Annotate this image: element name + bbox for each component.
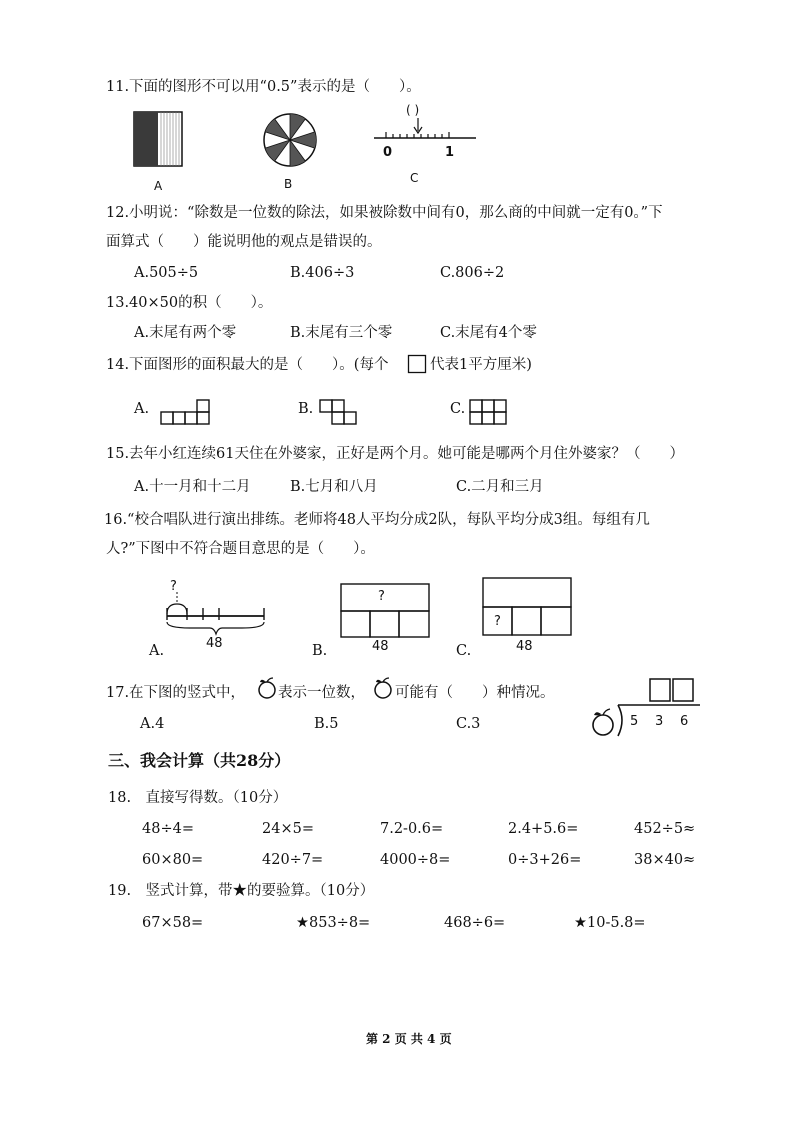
q16-option-b: B. xyxy=(312,643,328,659)
q18-r2-c1: 60×80= xyxy=(142,852,204,868)
q17-stem-b: 表示一位数， xyxy=(278,685,365,701)
q16-a-question-mark: ? xyxy=(170,579,177,594)
q14-stem-b: 代表1平方厘米) xyxy=(430,357,532,373)
q12-option-a: A.505÷5 xyxy=(134,265,199,281)
q11-label-a: A xyxy=(154,179,163,193)
q18-r2-c2: 420÷7= xyxy=(262,852,324,868)
q13-option-a: A.末尾有两个零 xyxy=(134,325,237,341)
q14-option-c: C. xyxy=(450,401,466,417)
q14-figure-b xyxy=(318,398,364,428)
apple-icon xyxy=(256,676,278,700)
q19-item-1: 67×58= xyxy=(142,915,204,931)
q16-b-total: 48 xyxy=(372,639,389,654)
q18-r2-c5: 38×40≈ xyxy=(634,852,696,868)
q14-figure-c xyxy=(468,398,512,428)
q14-option-a: A. xyxy=(134,401,150,417)
q12-option-c: C.806÷2 xyxy=(440,265,505,281)
q17-long-division xyxy=(590,678,702,740)
q12-line1: 12.小明说：“除数是一位数的除法，如果被除数中间有0，那么商的中间就一定有0。”下 xyxy=(106,205,663,221)
q14-stem-a: 14.下面图形的面积最大的是（ ）。(每个 xyxy=(106,357,389,373)
q16-c-question-mark: ? xyxy=(494,614,501,629)
q15-option-c: C.二月和三月 xyxy=(456,479,544,495)
q16-option-c: C. xyxy=(456,643,472,659)
q11-figure-a xyxy=(134,112,184,168)
q11-numberline-zero: 0 xyxy=(383,145,393,160)
q16-figure-a xyxy=(160,592,270,636)
q18-stem: 18. 直接写得数。（10分） xyxy=(108,790,288,806)
q17-option-a: A.4 xyxy=(140,716,165,732)
q19-item-2: ★853÷8= xyxy=(296,915,371,931)
q18-r2-c4: 0÷3+26= xyxy=(508,852,582,868)
q16-line2: 人?”下图中不符合题目意思的是（ ）。 xyxy=(106,541,375,557)
q13-option-b: B.末尾有三个零 xyxy=(290,325,393,341)
q18-r1-c5: 452÷5≈ xyxy=(634,821,696,837)
q12-line2: 面算式（ ）能说明他的观点是错误的。 xyxy=(106,234,382,250)
q17-dividend-digit-2: 3 xyxy=(655,714,664,729)
q11-numberline xyxy=(372,118,482,148)
q11-numberline-paren: ( ) xyxy=(406,103,420,117)
q16-option-a: A. xyxy=(149,643,165,659)
q18-r1-c3: 7.2-0.6= xyxy=(380,821,444,837)
q19-item-4: ★10-5.8= xyxy=(574,915,646,931)
q16-line1: 16.“校合唱队进行演出排练。老师将48人平均分成2队，每队平均分成3组。每组有几 xyxy=(104,512,650,528)
q15-option-a: A.十一月和十二月 xyxy=(134,479,251,495)
q18-r1-c2: 24×5= xyxy=(262,821,314,837)
q18-r1-c4: 2.4+5.6= xyxy=(508,821,579,837)
q16-figure-b xyxy=(340,583,432,639)
page-footer: 第 2 页 共 4 页 xyxy=(366,1032,452,1046)
q16-b-question-mark: ? xyxy=(378,589,385,604)
unit-square-icon xyxy=(408,355,428,375)
q13-stem: 13.40×50的积（ ）。 xyxy=(106,295,273,311)
section-3-heading: 三、我会计算（共28分） xyxy=(108,751,291,770)
q12-option-b: B.406÷3 xyxy=(290,265,355,281)
q16-a-total: 48 xyxy=(206,636,223,651)
q11-figure-b xyxy=(262,112,318,168)
q16-c-total: 48 xyxy=(516,639,533,654)
q11-label-b: B xyxy=(284,177,293,191)
q18-r1-c1: 48÷4= xyxy=(142,821,194,837)
q17-dividend-digit-1: 5 xyxy=(630,714,639,729)
q17-dividend-digit-3: 6 xyxy=(680,714,689,729)
q17-option-c: C.3 xyxy=(456,716,481,732)
q17-stem-c: 可能有（ ）种情况。 xyxy=(395,685,555,701)
apple-icon xyxy=(372,676,394,700)
q15-stem: 15.去年小红连续61天住在外婆家，正好是两个月。她可能是哪两个月住外婆家？（ ） xyxy=(106,446,685,462)
q19-item-3: 468÷6= xyxy=(444,915,506,931)
q14-figure-a xyxy=(160,398,212,428)
q11-label-c: C xyxy=(410,171,419,185)
q13-option-c: C.末尾有4个零 xyxy=(440,325,537,341)
q11-stem: 11.下面的图形不可以用“0.5”表示的是（ ）。 xyxy=(106,79,421,95)
q15-option-b: B.七月和八月 xyxy=(290,479,378,495)
q18-r2-c3: 4000÷8= xyxy=(380,852,451,868)
q14-option-b: B. xyxy=(298,401,314,417)
q19-stem: 19. 竖式计算，带★的要验算。（10分） xyxy=(108,883,375,899)
q17-stem-a: 17.在下图的竖式中， xyxy=(106,685,246,701)
q17-option-b: B.5 xyxy=(314,716,339,732)
q11-numberline-one: 1 xyxy=(445,145,455,160)
